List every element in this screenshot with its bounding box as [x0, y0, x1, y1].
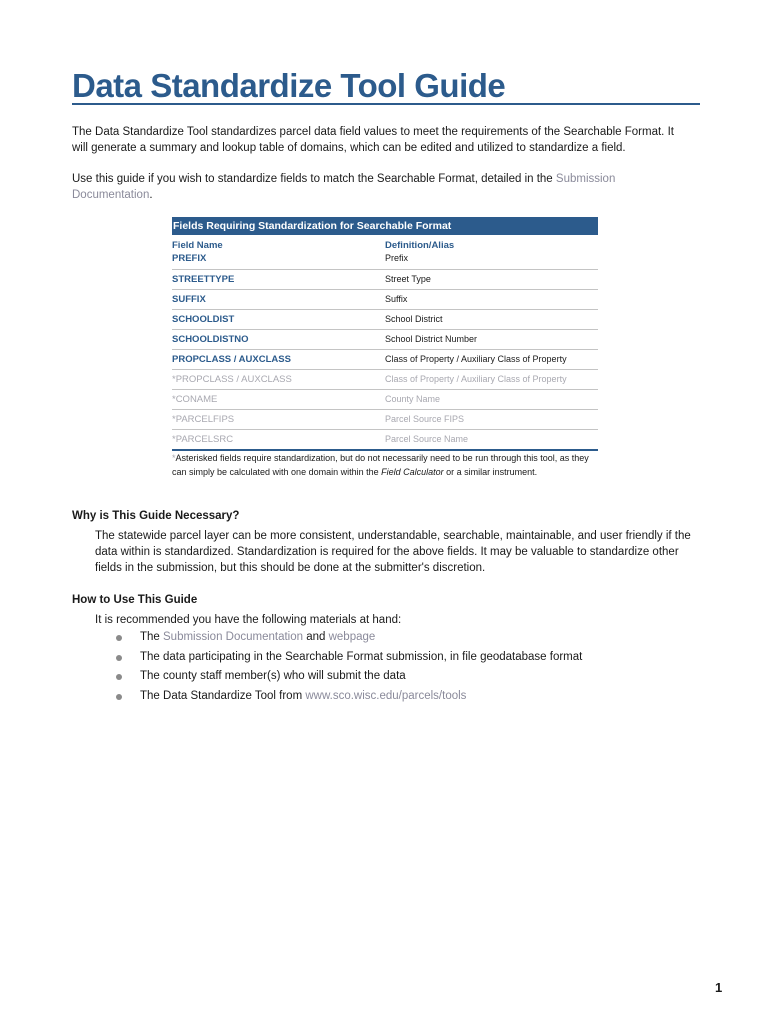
bullet-icon — [116, 635, 122, 641]
list-item — [112, 649, 582, 669]
footnote-field-calculator: Field Calculator — [381, 467, 444, 477]
webpage-link[interactable]: webpage — [328, 631, 376, 643]
bullet-text: The county staff member(s) who will submit the data — [140, 670, 406, 682]
field-name: STREETTYPE — [172, 274, 235, 285]
how-paragraph: It is recommended you have the following materials at hand: — [95, 614, 402, 626]
list-item — [112, 668, 582, 688]
field-definition: Street Type — [385, 274, 431, 284]
submission-documentation-link[interactable]: Submission Documentation — [72, 173, 616, 201]
field-definition: Class of Property / Auxiliary Class of Property — [385, 354, 567, 364]
table-row — [172, 310, 598, 330]
table-row — [172, 270, 598, 290]
col-definition: Definition/Alias — [385, 240, 455, 251]
how-heading: How to Use This Guide — [72, 594, 198, 606]
field-definition: School District — [385, 314, 443, 324]
table-footnote — [172, 451, 602, 479]
page-title: Data Standardize Tool Guide — [72, 67, 506, 104]
bullet-icon — [116, 655, 122, 661]
table-row — [172, 370, 598, 390]
footnote-end: or a similar instrument. — [443, 467, 538, 477]
usage-paragraph — [72, 171, 692, 203]
bullet-text: The data participating in the Searchable Format submission, in file geodatabase format — [140, 650, 583, 663]
field-name: *PARCELSRC — [172, 434, 234, 445]
bullet-icon — [116, 694, 122, 700]
footnote-text: Asterisked fields require standardization, but do not necessarily need to be run through this tool, as they can simply be calculated with one domain within the — [172, 453, 589, 477]
materials-list — [112, 629, 582, 707]
page-number: 1 — [715, 980, 723, 995]
list-item — [112, 688, 582, 708]
table-row — [172, 252, 598, 270]
tools-url-link[interactable]: www.sco.wisc.edu/parcels/tools — [305, 689, 467, 702]
table-row — [172, 290, 598, 310]
field-name: SUFFIX — [172, 294, 206, 305]
field-definition: County Name — [385, 394, 441, 404]
footnote-asterisk: * — [172, 453, 176, 463]
field-name: PREFIX — [172, 253, 207, 264]
col-field-name: Field Name — [172, 240, 223, 251]
title-divider — [72, 103, 700, 105]
intro-paragraph: The Data Standardize Tool standardizes parcel data field values to meet the requirements of the Searchable Format. It will generate a summary and lookup table of domains, which can be edited and utilized to standardize a field. — [72, 126, 674, 154]
table-row — [172, 430, 598, 451]
field-name: PROPCLASS / AUXCLASS — [172, 354, 291, 365]
field-name: SCHOOLDIST — [172, 314, 235, 325]
bullet-icon — [116, 674, 122, 680]
field-definition: Parcel Source FIPS — [385, 414, 465, 424]
why-paragraph: The statewide parcel layer can be more consistent, understandable, searchable, maintainable, and user friendly if the data within is standardized. Standardization is required for the above fields. It may be valuable to standardize other fields in the submission, but this should be done at the submitter's discretion. — [95, 530, 691, 574]
usage-end: . — [149, 189, 153, 201]
field-definition: Prefix — [385, 253, 409, 263]
table-row — [172, 330, 598, 350]
field-name: *CONAME — [172, 394, 218, 405]
field-name: *PROPCLASS / AUXCLASS — [172, 374, 292, 385]
table-title: Fields Requiring Standardization for Searchable Format — [172, 217, 598, 235]
field-definition: Class of Property / Auxiliary Class of Property — [385, 374, 567, 384]
list-item — [112, 629, 582, 649]
field-definition: Suffix — [385, 294, 408, 304]
field-name: *PARCELFIPS — [172, 414, 235, 425]
bullet-text: and — [303, 631, 329, 643]
table-row — [172, 350, 598, 370]
table-header-row — [172, 235, 598, 252]
why-heading: Why is This Guide Necessary? — [72, 510, 240, 522]
field-definition: School District Number — [385, 334, 478, 344]
standardization-table — [172, 217, 598, 451]
bullet-text: The Data Standardize Tool from — [140, 689, 306, 702]
table-row — [172, 410, 598, 430]
bullet-text: The — [140, 631, 164, 643]
submission-documentation-link-2[interactable]: Submission Documentation — [163, 631, 304, 643]
usage-text: Use this guide if you wish to standardize fields to match the Searchable Format, detailed in the — [72, 173, 556, 185]
table-row — [172, 390, 598, 410]
field-definition: Parcel Source Name — [385, 434, 469, 444]
field-name: SCHOOLDISTNO — [172, 334, 249, 345]
